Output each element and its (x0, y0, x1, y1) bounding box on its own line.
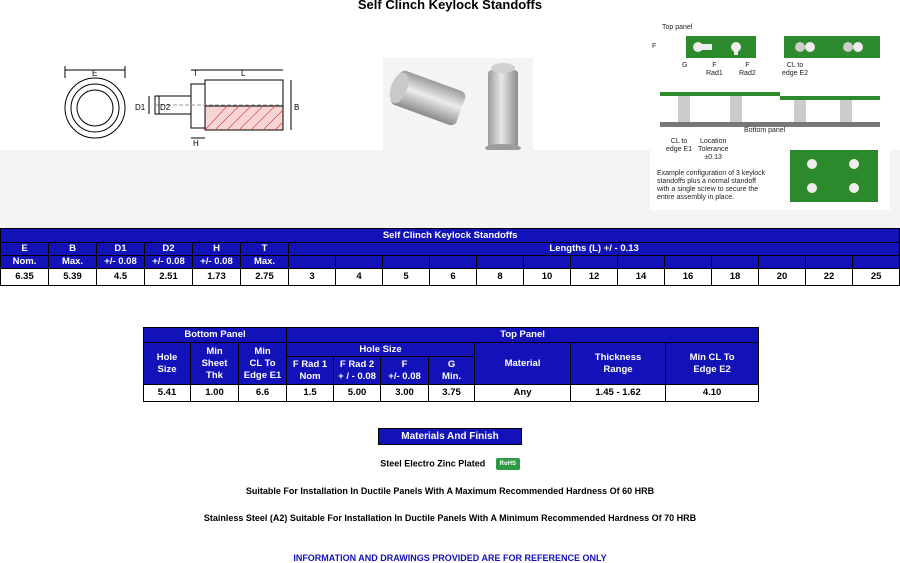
example-note-line3: with a single screw to secure the (657, 186, 759, 193)
length-cell: 20 (759, 269, 806, 286)
col-d2-sub: +/- 0.08 (145, 256, 193, 269)
rohs-badge-icon: RoHS (496, 458, 520, 470)
f-rad1-col (287, 357, 334, 385)
f-rad2-head-line1: F Rad 2 (339, 358, 375, 370)
cl-to-e2-line2: edge E2 (782, 70, 809, 77)
min-cl-edge-e2-col (666, 343, 759, 385)
f-rad1-line1: F (712, 62, 717, 69)
dim-d2-label: D2 (160, 103, 171, 112)
f-label: F (652, 43, 657, 50)
col-e-sub: Nom. (1, 256, 49, 269)
cl-to-e1-line2: edge E1 (666, 146, 693, 153)
min-cl-e2-line2: Edge E2 (693, 363, 731, 375)
f-head-line2: +/- 0.08 (388, 370, 421, 382)
location-tolerance-label (698, 138, 728, 162)
value-f-rad1: 1.5 (287, 385, 334, 402)
length-sub-blank (759, 256, 806, 269)
length-sub-blank (571, 256, 618, 269)
technical-drawing (55, 66, 315, 151)
value-material: Any (475, 385, 571, 402)
standoff-spec-table (0, 228, 900, 286)
col-d1-head: D1 (97, 243, 145, 256)
length-cell: 16 (665, 269, 712, 286)
length-cell: 5 (383, 269, 430, 286)
steel-finish-line (0, 458, 900, 470)
g-head-line2: Min. (442, 370, 462, 382)
f-rad2-head-line2: + / - 0.08 (338, 370, 376, 382)
length-sub-blank (336, 256, 383, 269)
cl-to-e2-label (782, 62, 808, 78)
value-t: 2.75 (241, 269, 289, 286)
min-cl-e1-line3: Edge E1 (243, 369, 282, 381)
thickness-line2: Range (603, 363, 633, 375)
thickness-range-col (571, 343, 666, 385)
length-cell: 14 (618, 269, 665, 286)
top-panel-label: Top panel (662, 24, 693, 31)
panel-spec-table (143, 327, 759, 402)
f-rad2-col (334, 357, 381, 385)
col-b-head: B (49, 243, 97, 256)
location-tol-line3: ±0.13 (704, 154, 722, 161)
dim-d1-label: D1 (135, 103, 146, 112)
length-cell: 22 (806, 269, 853, 286)
top-panel-head: Top Panel (287, 328, 759, 343)
length-cell: 25 (853, 269, 900, 286)
materials-heading: Materials And Finish (378, 428, 522, 445)
length-sub-blank (524, 256, 571, 269)
col-t-head: T (241, 243, 289, 256)
g-col (429, 357, 475, 385)
f-rad1-label (706, 62, 723, 78)
length-sub-blank (712, 256, 759, 269)
f-rad2-label (739, 62, 756, 78)
example-note-line1: Example configuration of 3 keylock (657, 170, 766, 177)
hole-size-line2: Size (157, 363, 177, 375)
value-d1: 4.5 (97, 269, 145, 286)
value-hole-size: 5.41 (144, 385, 191, 402)
col-t-sub: Max. (241, 256, 289, 269)
steel-hardness-note: Suitable For Installation In Ductile Panels With A Maximum Recommended Hardness Of 60 HRB (245, 486, 655, 496)
min-cl-e1-line2: CL To (249, 357, 276, 369)
value-h: 1.73 (193, 269, 241, 286)
min-cl-e1-line1: Min (254, 345, 271, 357)
value-min-cl-e1: 6.6 (239, 385, 287, 402)
length-cell: 4 (336, 269, 383, 286)
hole-size-col (144, 343, 191, 385)
value-f-rad2: 5.00 (334, 385, 381, 402)
col-b-sub: Max. (49, 256, 97, 269)
f-rad1-head-line1: F Rad 1 (292, 358, 328, 370)
steel-finish-text: Steel Electro Zinc Plated (380, 458, 486, 469)
dim-l-label: L (241, 69, 246, 78)
dim-e-label: E (92, 69, 98, 78)
dim-b-label: B (294, 103, 300, 112)
length-sub-blank (806, 256, 853, 269)
product-photo (383, 58, 533, 158)
hole-size-group-head: Hole Size (287, 343, 475, 357)
g-label: G (682, 62, 688, 69)
length-cell: 18 (712, 269, 759, 286)
value-thickness: 1.45 - 1.62 (571, 385, 666, 402)
length-sub-blank (618, 256, 665, 269)
cl-to-e1-line1: CL to (670, 138, 688, 145)
length-sub-blank (665, 256, 712, 269)
length-sub-blank (477, 256, 524, 269)
material-col: Material (475, 343, 571, 385)
thickness-line1: Thickness (594, 351, 642, 363)
min-sheet-line3: Thk (206, 369, 223, 381)
min-sheet-line1: Min (206, 345, 223, 357)
f-rad1-head-line2: Nom (299, 370, 321, 382)
f-rad2-line2: Rad2 (739, 70, 756, 77)
value-b: 5.39 (49, 269, 97, 286)
cl-to-e1-label (666, 138, 692, 154)
col-d1-sub: +/- 0.08 (97, 256, 145, 269)
hole-size-line1: Hole (156, 351, 178, 363)
length-sub-blank (853, 256, 900, 269)
reference-disclaimer: INFORMATION AND DRAWINGS PROVIDED ARE FOR REFERENCE ONLY (293, 553, 607, 563)
length-cell: 6 (430, 269, 477, 286)
value-min-sheet: 1.00 (191, 385, 239, 402)
page-title: Self Clinch Keylock Standoffs (357, 0, 543, 12)
min-cl-e2-line1: Min CL To (689, 351, 735, 363)
dim-t-label: T (193, 69, 198, 78)
f-head-line1: F (401, 358, 408, 370)
value-e: 6.35 (1, 269, 49, 286)
value-f: 3.00 (381, 385, 429, 402)
length-cell: 10 (524, 269, 571, 286)
f-col (381, 357, 429, 385)
example-note-line2: standoffs plus a normal standoff (657, 178, 756, 185)
f-rad2-line1: F (745, 62, 750, 69)
lengths-head: Lengths (L) +/ - 0.13 (289, 243, 900, 256)
value-d2: 2.51 (145, 269, 193, 286)
length-cell: 3 (289, 269, 336, 286)
f-rad1-line2: Rad1 (706, 70, 723, 77)
bottom-panel-head: Bottom Panel (144, 328, 287, 343)
g-head-line1: G (447, 358, 456, 370)
min-cl-edge-e1-col (239, 343, 287, 385)
value-min-cl-e2: 4.10 (666, 385, 759, 402)
table1-title: Self Clinch Keylock Standoffs (1, 229, 900, 243)
length-cell: 12 (571, 269, 618, 286)
stainless-hardness-note: Stainless Steel (A2) Suitable For Installation In Ductile Panels With A Minimum Recommended Hardness Of 70 HRB (203, 513, 697, 523)
col-h-head: H (193, 243, 241, 256)
example-note (657, 170, 765, 202)
col-e-head: E (1, 243, 49, 256)
min-sheet-line2: Sheet (201, 357, 228, 369)
bottom-panel-label: Bottom panel (744, 127, 786, 134)
length-sub-blank (289, 256, 336, 269)
length-cell: 8 (477, 269, 524, 286)
col-h-sub: +/- 0.08 (193, 256, 241, 269)
col-d2-head: D2 (145, 243, 193, 256)
example-note-line4: entire assembly in place. (657, 194, 735, 201)
location-tol-line1: Location (699, 138, 727, 145)
value-g: 3.75 (429, 385, 475, 402)
min-sheet-thk-col (191, 343, 239, 385)
dim-h-label: H (193, 139, 199, 148)
length-sub-blank (430, 256, 477, 269)
location-tol-line2: Tolerance (698, 146, 729, 153)
cl-to-e2-line1: CL to (786, 62, 804, 69)
length-sub-blank (383, 256, 430, 269)
